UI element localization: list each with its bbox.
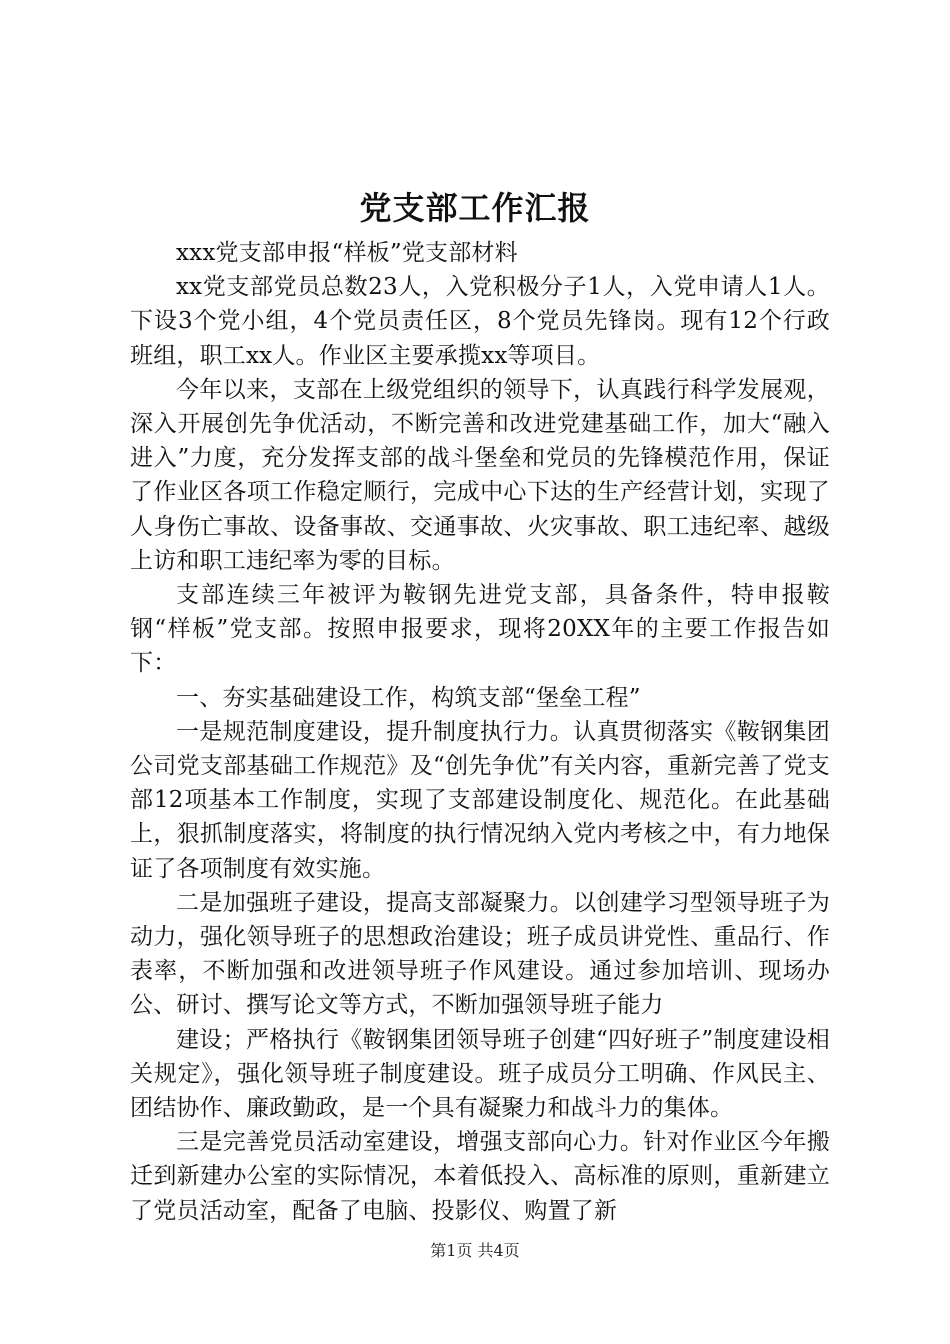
paragraph-subtitle: xxx党支部申报“样板”党支部材料 (176, 240, 518, 266)
paragraph: xx党支部党员总数23人，入党积极分子1人，入党申请人1人。下设3个党小组，4个党员责任区，8个党员先锋岗。现有12个行政班组，职工xx人。作业区主要承揽xx等项目。 (130, 274, 830, 369)
paragraph: 今年以来，支部在上级党组织的领导下，认真践行科学发展观，深入开展创先争优活动，不断完善和改进党建基础工作，加大“融入进入”力度，充分发挥支部的战斗堡垒和党员的先锋模范作用，保证了作业区各项工作稳定顺行，完成中心下达的生产经营计划，实现了人身伤亡事故、设备事故、交通事故、火灾事故、职工违纪率、越级上访和职工违纪率为零的目标。 (130, 376, 830, 574)
document-body (130, 236, 830, 1228)
page-footer: 第1页 共4页 (430, 1241, 520, 1260)
section-heading: 一、夯实基础建设工作，构筑支部“堡垒工程” (176, 684, 641, 711)
paragraph: 建设；严格执行《鞍钢集团领导班子创建“四好班子”制度建设相关规定》，强化领导班子制度建设。班子成员分工明确、作风民主、团结协作、廉政勤政，是一个具有凝聚力和战斗力的集体。 (130, 1026, 830, 1122)
paragraph: 支部连续三年被评为鞍钢先进党支部，具备条件，特申报鞍钢“样板”党支部。按照申报要求，现将20XX年的主要工作报告如下： (130, 582, 830, 677)
paragraph: 一是规范制度建设，提升制度执行力。认真贯彻落实《鞍钢集团公司党支部基础工作规范》及“创先争优”有关内容，重新完善了党支部12项基本工作制度，实现了支部建设制度化、规范化。在此基础上，狠抓制度落实，将制度的执行情况纳入党内考核之中，有力地保证了各项制度有效实施。 (130, 718, 830, 882)
paragraph: 二是加强班子建设，提高支部凝聚力。以创建学习型领导班子为动力，强化领导班子的思想政治建设；班子成员讲党性、重品行、作表率，不断加强和改进领导班子作风建设。通过参加培训、现场办公、研讨、撰写论文等方式，不断加强领导班子能力 (130, 889, 830, 1019)
document-title: 党支部工作汇报 (359, 189, 591, 227)
paragraph: 三是完善党员活动室建设，增强支部向心力。针对作业区今年搬迁到新建办公室的实际情况，本着低投入、高标准的原则，重新建立了党员活动室，配备了电脑、投影仪、购置了新 (130, 1129, 830, 1224)
